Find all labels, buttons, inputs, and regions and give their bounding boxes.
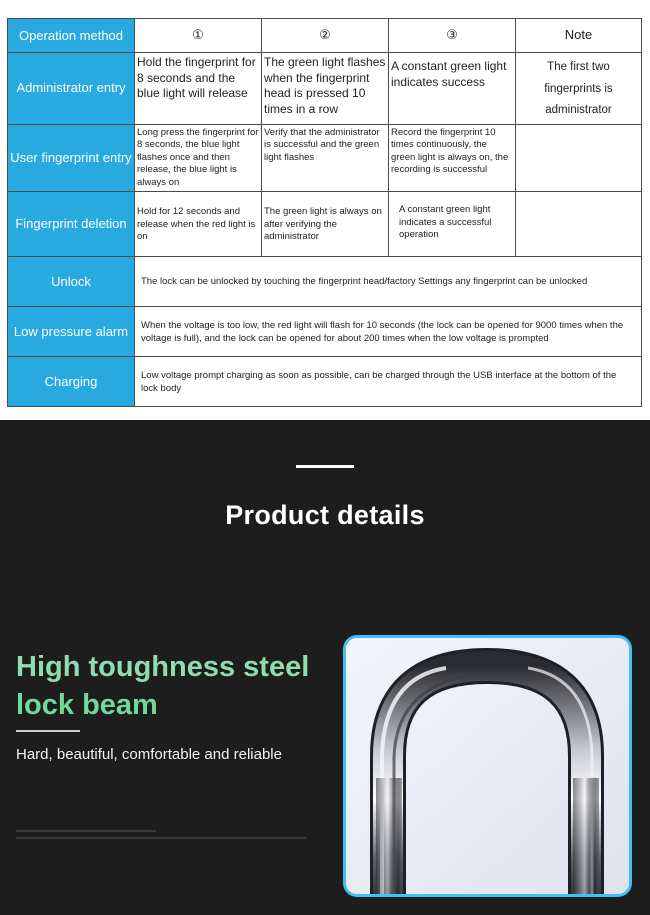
row-label-user-fingerprint-entry: User fingerprint entry [8,124,135,192]
feature-tagline: Hard, beautiful, comfortable and reliable [16,746,282,763]
header-step-1: ① [135,19,262,53]
row-label-low-pressure-alarm: Low pressure alarm [8,307,135,357]
table-cell-wide: Low voltage prompt charging as soon as possible, can be charged through the USB interface at the bottom of the lock body [135,357,642,407]
operation-table [7,18,642,407]
steel-shackle-photo [346,638,629,894]
table-cell: Long press the fingerprint for 8 seconds, the blue light flashes once and then release, the blue light is always on [135,124,262,192]
table-cell-wide: When the voltage is too low, the red light will flash for 10 seconds (the lock can be opened for 9000 times when the voltage is full), and the lock can be opened for about 200 times when the low voltage is prompted [135,307,642,357]
row-label-charging: Charging [8,357,135,407]
headline-line-1: High toughness steel [16,651,310,683]
fine-print-decoration [16,830,316,846]
table-cell-note [516,192,642,257]
spec-section [0,0,650,420]
table-row [8,53,642,125]
row-label-fingerprint-deletion: Fingerprint deletion [8,192,135,257]
row-label-unlock: Unlock [8,257,135,307]
product-photo-frame [343,635,632,897]
product-details-section [0,420,650,915]
table-row [8,192,642,257]
table-header-row [8,19,642,53]
table-cell-note [516,124,642,192]
table-cell: A constant green light indicates a successful operation [389,192,516,257]
header-operation-method: Operation method [8,19,135,53]
table-cell: Hold for 12 seconds and release when the red light is on [135,192,262,257]
table-row [8,357,642,407]
table-cell: Record the fingerprint 10 times continuously, the green light is always on, the recording is successful [389,124,516,192]
table-cell: A constant green light indicates success [389,53,516,125]
table-cell-wide: The lock can be unlocked by touching the fingerprint head/factory Settings any fingerprint can be unlocked [135,257,642,307]
table-cell: The green light is always on after verifying the administrator [262,192,389,257]
headline-underline [16,730,80,732]
feature-headline [16,648,336,724]
table-cell: Verify that the administrator is successful and the green light flashes [262,124,389,192]
table-row [8,124,642,192]
headline-line-2: lock beam [16,689,158,721]
title-divider [296,465,354,468]
header-step-2: ② [262,19,389,53]
shackle-image [346,638,629,894]
header-step-3: ③ [389,19,516,53]
section-title: Product details [225,500,425,530]
table-row [8,257,642,307]
header-note: Note [516,19,642,53]
table-row [8,307,642,357]
row-label-administrator-entry: Administrator entry [8,53,135,125]
table-cell-note: The first two fingerprints is administrator [516,53,642,125]
table-cell: Hold the fingerprint for 8 seconds and the blue light will release [135,53,262,125]
table-cell: The green light flashes when the fingerprint head is pressed 10 times in a row [262,53,389,125]
